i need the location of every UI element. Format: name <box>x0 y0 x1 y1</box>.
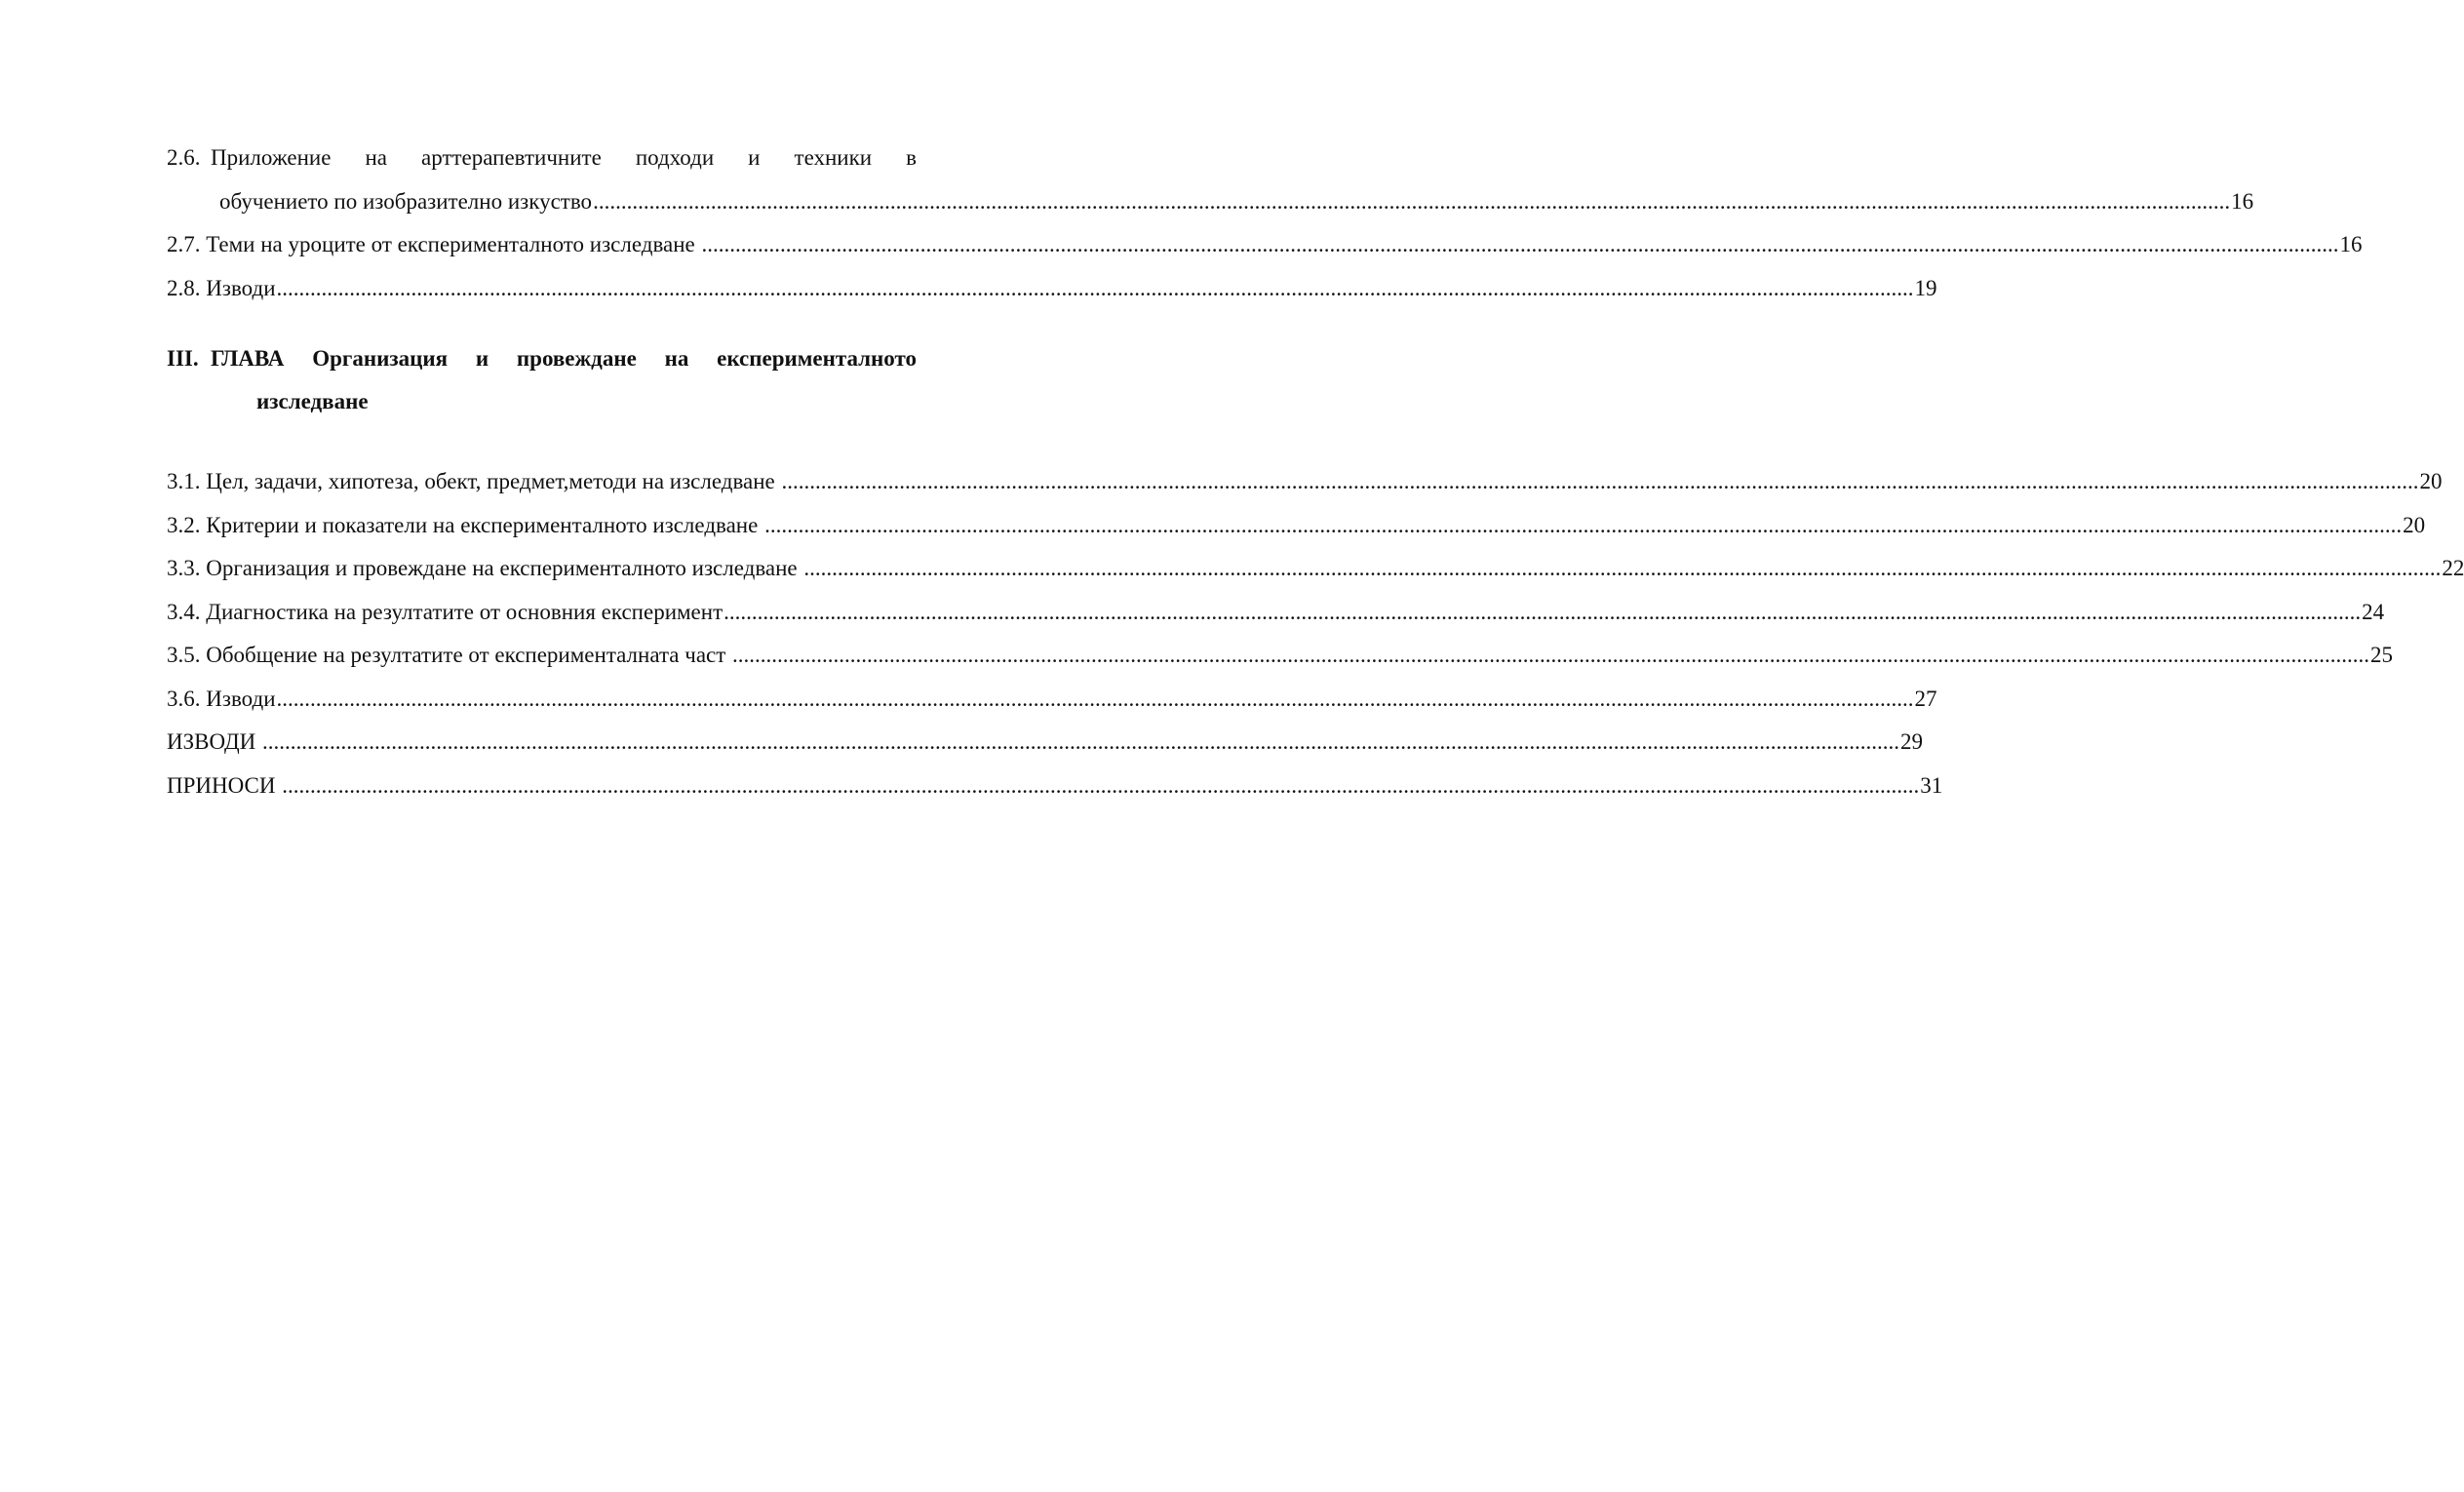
toc-page-number: 22 <box>2442 556 2464 580</box>
chapter-heading <box>167 337 917 423</box>
toc-entry-title-line1: Приложение на арттерапевтичните подходи и техники в <box>211 145 917 170</box>
toc-page-number: 31 <box>1920 772 1943 798</box>
dot-leader <box>803 547 2441 591</box>
toc-entry-3-1[interactable] <box>167 460 2443 504</box>
toc-entry-title: 3.1. Цел, задачи, хипотеза, обект, предмет,методи на изследване <box>167 469 781 493</box>
toc-entry-title: ПРИНОСИ <box>167 772 282 798</box>
dot-leader <box>262 721 1899 765</box>
toc-page <box>167 137 2464 807</box>
toc-page-number: 20 <box>2403 512 2426 537</box>
dot-leader <box>732 634 2369 678</box>
toc-entry-3-4[interactable] <box>167 591 2385 635</box>
toc-page-number: 25 <box>2370 643 2394 667</box>
toc-entry-title: 3.4. Диагностика на резултатите от основния експеримент <box>167 599 724 624</box>
spacer <box>167 423 917 460</box>
dot-leader <box>277 678 1914 722</box>
toc-entry-title: 3.6. Изводи <box>167 686 276 711</box>
toc-page-number: 29 <box>1900 729 1923 754</box>
toc-entry-2-7[interactable] <box>167 223 2363 267</box>
toc-page-number: 20 <box>2419 469 2443 493</box>
dot-leader <box>593 180 2230 224</box>
toc-entry-title-line2: обучението по изобразително изкуство <box>219 188 593 214</box>
toc-entry-title: 2.8. Изводи <box>167 275 276 300</box>
toc-entry-3-5[interactable] <box>167 634 2394 678</box>
chapter-title-line2: изследване <box>256 389 369 413</box>
dot-leader <box>702 223 2339 267</box>
dot-leader <box>282 765 1919 808</box>
toc-entry-title: ИЗВОДИ <box>167 729 261 754</box>
toc-entry-3-6[interactable] <box>167 678 1937 722</box>
chapter-number: III. <box>167 346 199 371</box>
toc-entry-2-8[interactable] <box>167 267 1937 311</box>
toc-page-number: 27 <box>1914 686 1937 711</box>
toc-page-number: 19 <box>1914 275 1937 300</box>
toc-entry-title: 3.3. Организация и провеждане на експерименталното изследване <box>167 556 803 580</box>
chapter-title-line1: ГЛАВА Организация и провеждане на експерименталното <box>211 346 917 371</box>
toc-entry-conclusions[interactable] <box>167 721 1923 765</box>
toc-page-number: 16 <box>2231 188 2254 214</box>
toc-entry-title: 3.5. Обобщение на резултатите от експерименталната част <box>167 643 732 667</box>
dot-leader <box>724 591 2361 635</box>
dot-leader <box>277 267 1914 311</box>
toc-entry-contributions[interactable] <box>167 765 1943 808</box>
toc-entry-3-3[interactable] <box>167 547 2464 591</box>
toc-entry-2-6[interactable] <box>167 137 2254 223</box>
toc-entry-number: 2.6. <box>167 145 201 170</box>
dot-leader <box>782 460 2419 504</box>
toc-page-number: 24 <box>2362 599 2385 624</box>
dot-leader <box>764 504 2402 548</box>
toc-entry-title: 2.7. Теми на уроците от експерименталното изследване <box>167 232 701 256</box>
toc-page-number: 16 <box>2339 232 2363 256</box>
toc-entry-3-2[interactable] <box>167 504 2426 548</box>
toc-entry-title: 3.2. Критерии и показатели на експерименталното изследване <box>167 512 764 537</box>
